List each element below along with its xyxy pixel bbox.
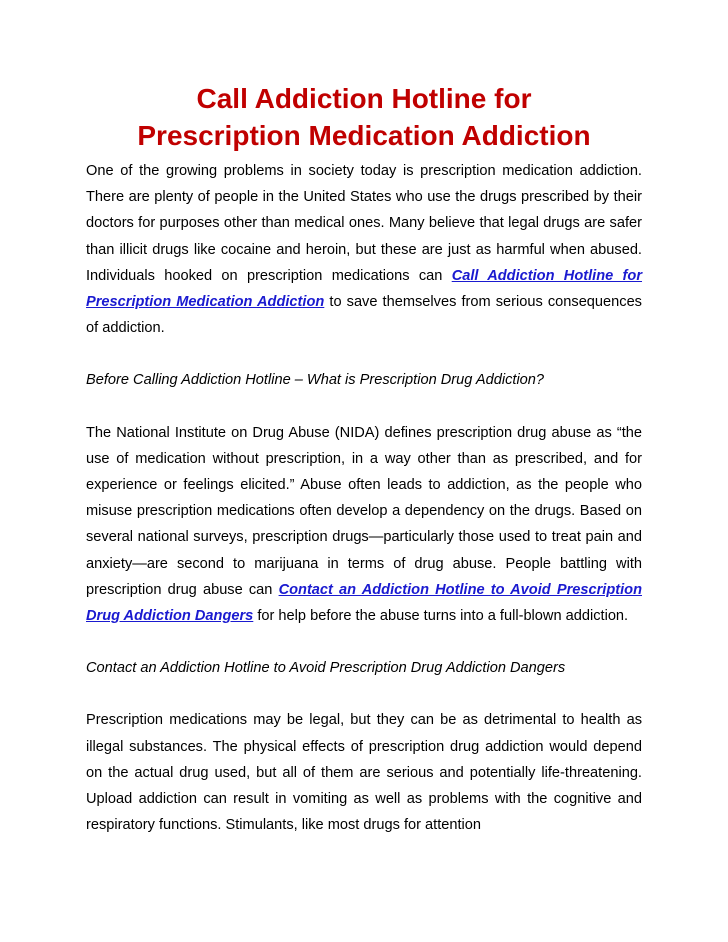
contact-hotline-link[interactable]: Contact an Addiction Hotline to Avoid Prescription Drug Addiction Dangers [86, 581, 642, 625]
section1-text-after: for help before the abuse turns into a full-blown addiction. [253, 608, 629, 625]
intro-paragraph [86, 158, 642, 341]
page-title [86, 80, 642, 154]
title-line-1: Call Addiction Hotline for [196, 83, 532, 114]
section1-paragraph [86, 420, 642, 630]
document-page [86, 80, 642, 838]
section-heading-contact-hotline: Contact an Addiction Hotline to Avoid Prescription Drug Addiction Dangers [86, 660, 566, 677]
title-line-2: Prescription Medication Addiction [137, 120, 591, 151]
intro-text-before: One of the growing problems in society today is prescription medication addiction. There are plenty of people in the United States who use the drugs prescribed by their doctors for purposes other than medical ones. Many believe that legal drugs are safer than illicit drugs like cocaine and heroin, but these are just as harmful when abused. Individuals hooked on prescription medications can [86, 163, 642, 284]
intro-text-after: to save themselves from serious consequences of addiction. [86, 294, 642, 337]
call-hotline-link[interactable]: Call Addiction Hotline for Prescription Medication Addiction [86, 267, 643, 311]
section1-text-before: The National Institute on Drug Abuse (NIDA) defines prescription drug abuse as “the use of medication without prescription, in a way other than as prescribed, and for experience or feelings elicited.” Abuse often leads to addiction, as the people who misuse prescription medications often develop a dependency on the drugs. Based on several national surveys, prescription drugs—particularly those used to treat pain and anxiety—are second to marijuana in terms of drug abuse. People battling with prescription drug abuse can [86, 424, 642, 598]
section-heading-what-is-addiction: Before Calling Addiction Hotline – What is Prescription Drug Addiction? [86, 372, 545, 389]
section2-paragraph: Prescription medications may be legal, but they can be as detrimental to health as illegal substances. The physical effects of prescription drug addiction would depend on the actual drug used, but all of them are serious and potentially life-threatening. Upload addiction can result in vomiting as well as problems with the cognitive and respiratory functions. Stimulants, like most drugs for attention [86, 712, 642, 834]
